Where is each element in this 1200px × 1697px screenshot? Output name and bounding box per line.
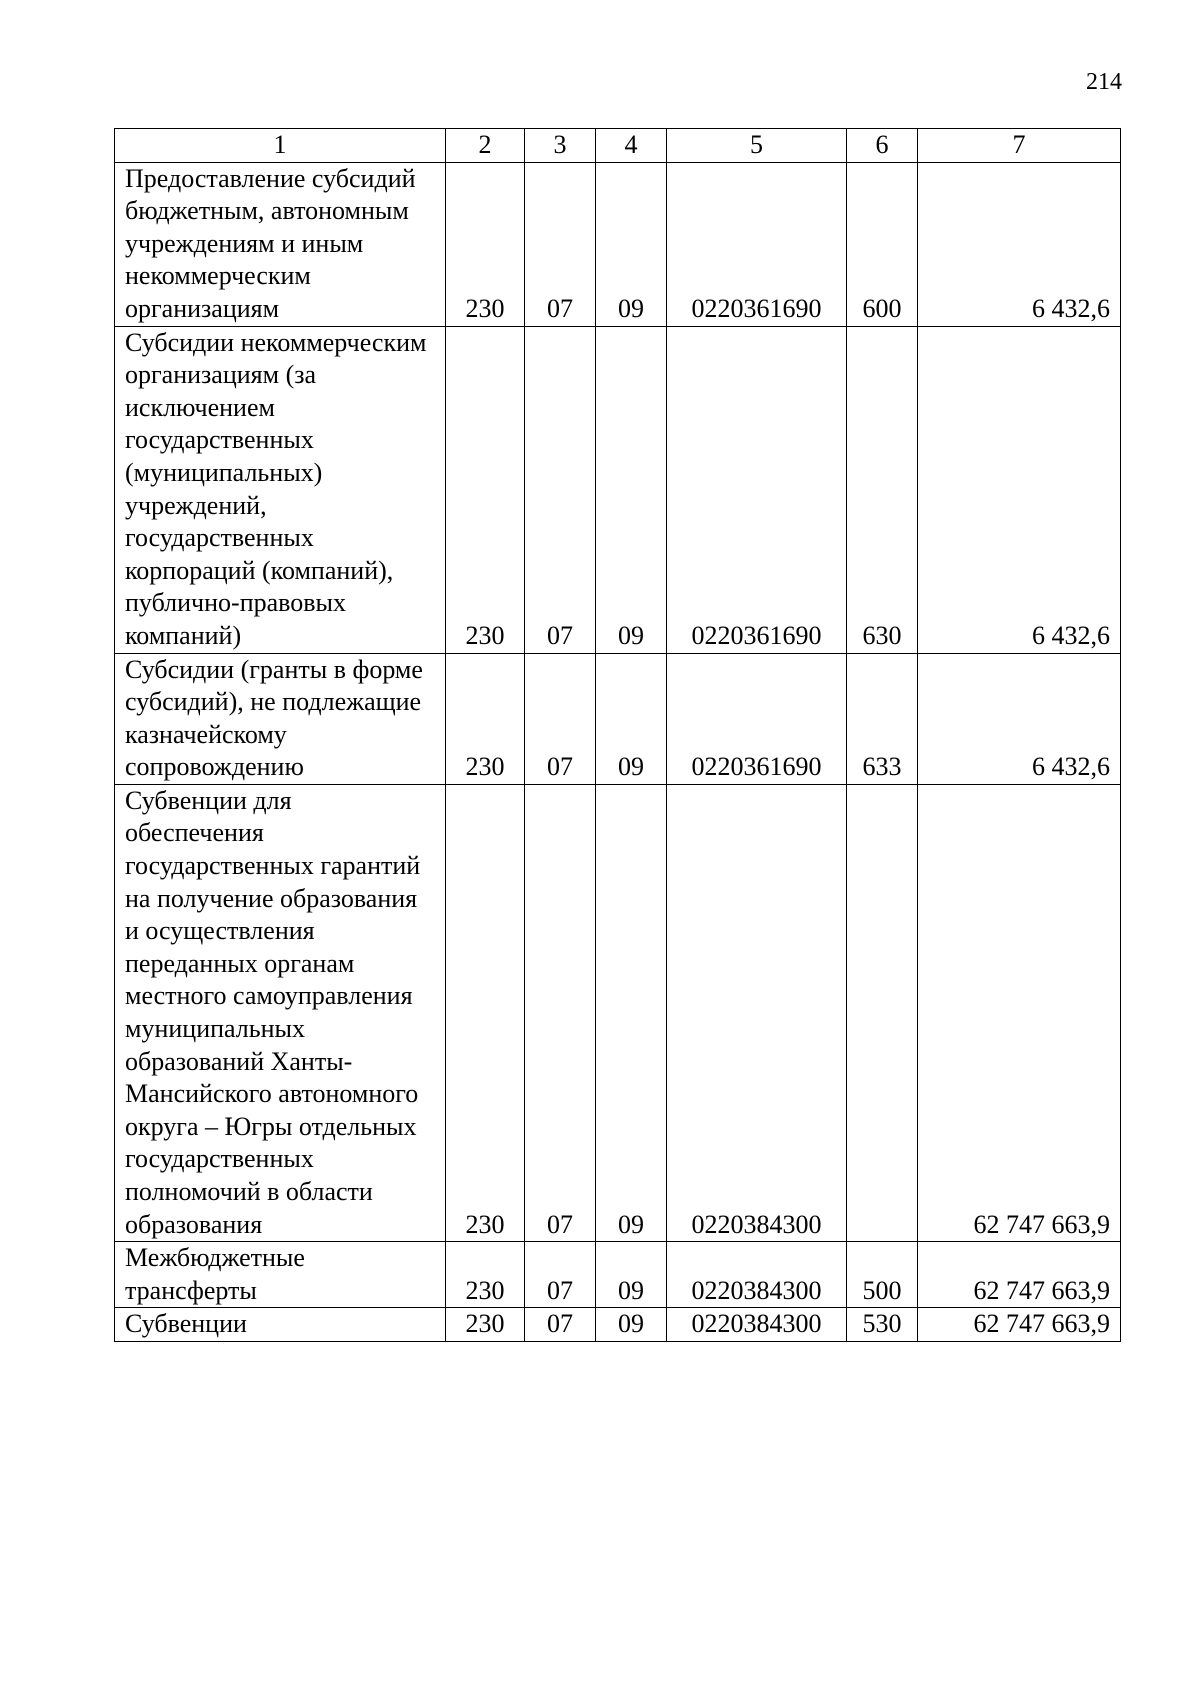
column-header-1: 1 (115, 129, 446, 163)
row-code-3: 07 (525, 1242, 596, 1308)
row-code-4: 09 (596, 784, 667, 1241)
table-row (115, 1308, 1121, 1342)
row-code-2: 230 (446, 326, 525, 653)
row-amount: 6 432,6 (918, 326, 1121, 653)
row-code-3: 07 (525, 1308, 596, 1342)
row-code-2: 230 (446, 1308, 525, 1342)
row-code-5: 0220384300 (667, 784, 847, 1241)
row-code-4: 09 (596, 653, 667, 784)
column-header-5: 5 (667, 129, 847, 163)
row-code-5: 0220384300 (667, 1308, 847, 1342)
row-name: Субсидии (гранты в форме субсидий), не подлежащие казначейскому сопровождению (115, 653, 446, 784)
row-code-5: 0220361690 (667, 326, 847, 653)
table-row (115, 162, 1121, 326)
row-name: Субвенции (115, 1308, 446, 1342)
table-row (115, 326, 1121, 653)
row-name: Межбюджетные трансферты (115, 1242, 446, 1308)
row-code-6 (847, 784, 918, 1241)
row-code-6: 530 (847, 1308, 918, 1342)
row-code-5: 0220384300 (667, 1242, 847, 1308)
row-code-6: 600 (847, 162, 918, 326)
row-amount: 6 432,6 (918, 653, 1121, 784)
budget-table (114, 128, 1121, 1342)
row-code-4: 09 (596, 326, 667, 653)
row-name: Предоставление субсидий бюджетным, автономным учреждениям и иным некоммерческим организациям (115, 162, 446, 326)
row-code-4: 09 (596, 162, 667, 326)
column-header-2: 2 (446, 129, 525, 163)
row-code-6: 630 (847, 326, 918, 653)
row-code-3: 07 (525, 653, 596, 784)
row-code-5: 0220361690 (667, 162, 847, 326)
row-code-2: 230 (446, 162, 525, 326)
row-code-3: 07 (525, 784, 596, 1241)
column-header-6: 6 (847, 129, 918, 163)
table-row (115, 653, 1121, 784)
row-amount: 62 747 663,9 (918, 1242, 1121, 1308)
row-amount: 62 747 663,9 (918, 1308, 1121, 1342)
table-row (115, 1242, 1121, 1308)
column-header-4: 4 (596, 129, 667, 163)
row-code-2: 230 (446, 1242, 525, 1308)
column-header-3: 3 (525, 129, 596, 163)
row-code-6: 500 (847, 1242, 918, 1308)
row-amount: 6 432,6 (918, 162, 1121, 326)
table-row (115, 784, 1121, 1241)
column-header-7: 7 (918, 129, 1121, 163)
page-number: 214 (1086, 69, 1122, 95)
row-name: Субвенции для обеспечения государственных гарантий на получение образования и осуществления переданных органам местного самоуправления муниципальных образований Ханты-Мансийского автономного округа – Югры отдельных государственных полномочий в области образования (115, 784, 446, 1241)
row-code-6: 633 (847, 653, 918, 784)
row-name: Субсидии некоммерческим организациям (за исключением государственных (муниципальных) учреждений, государственных корпораций (компаний), публично-правовых компаний) (115, 326, 446, 653)
row-code-2: 230 (446, 784, 525, 1241)
row-amount: 62 747 663,9 (918, 784, 1121, 1241)
row-code-4: 09 (596, 1242, 667, 1308)
row-code-3: 07 (525, 326, 596, 653)
row-code-5: 0220361690 (667, 653, 847, 784)
row-code-3: 07 (525, 162, 596, 326)
header-row (115, 129, 1121, 163)
row-code-4: 09 (596, 1308, 667, 1342)
row-code-2: 230 (446, 653, 525, 784)
